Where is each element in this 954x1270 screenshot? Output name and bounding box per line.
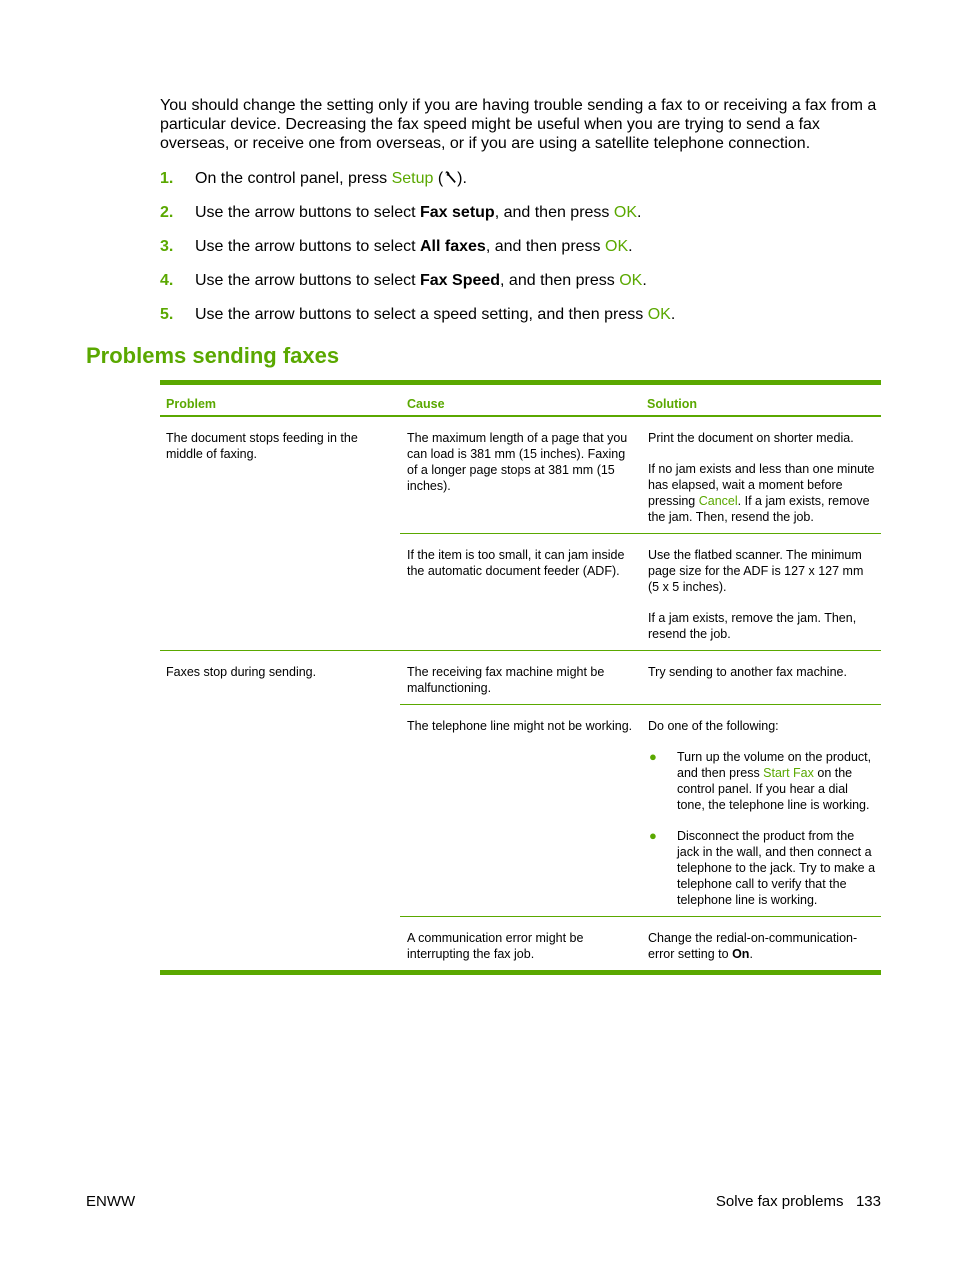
solution-cell [641,705,881,916]
cause-cell: If the item is too small, it can jam inside the automatic document feeder (ADF). [407,548,625,578]
solution-text-post: . [749,947,753,961]
solution-cell [641,417,881,533]
step-text-mid: , and then press [494,204,614,221]
table-row [400,917,881,970]
start-fax-link[interactable]: Start Fax [763,766,814,780]
step-text-post: . [642,272,647,289]
step-text-pre: Use the arrow buttons to select a speed setting, and then press [195,306,648,323]
solution-text [648,930,877,962]
problem-cell: Faxes stop during sending. [166,665,317,679]
ok-link[interactable]: OK [605,238,629,255]
solution-text: Try sending to another fax machine. [648,665,847,679]
step-4 [160,271,884,305]
solution-text-pre: Change the redial-on-communication-error setting to [648,931,858,961]
solution-cell [641,651,881,704]
step-3 [160,237,884,271]
step-text [195,169,467,190]
solution-text: Print the document on shorter media. [648,431,854,445]
step-2 [160,203,884,237]
step-text-post: ). [457,170,467,187]
cause-cell: A communication error might be interrupting the fax job. [407,931,584,961]
step-number: 1. [160,170,174,187]
table-row [400,651,881,705]
solution-text-post: . If a jam exists, remove the jam. Then, resend the job. [648,494,870,524]
steps-list [160,169,884,339]
section-heading: Problems sending faxes [86,343,340,368]
solution-cell [641,534,881,650]
step-text-mid: , and then press [485,238,605,255]
solution-text: Do one of the following: [648,719,779,733]
setup-link[interactable]: Setup [391,170,434,187]
step-text-mid: , and then press [500,272,620,289]
table-row [400,417,881,534]
cancel-link[interactable]: Cancel [698,494,738,508]
list-item-text-pre: Turn up the volume on the product, and then press [677,750,872,780]
footer-left: ENWW [86,1193,136,1210]
menu-item-name: All faxes [420,238,486,255]
intro-paragraph: You should change the setting only if you are having trouble sending a fax to or receiving a fax from a particular device. Decreasing the fax speed might be useful when you are trying to send a fax overseas, or receive one from overseas, or if you are using a satellite telephone connection. [160,97,877,152]
solution-text-pre: If no jam exists and less than one minute has elapsed, wait a moment before pressing [648,462,875,508]
bullet-dot: ● [649,749,657,764]
list-item [648,749,877,813]
table-header-row [160,385,881,417]
menu-item-name: Fax setup [420,204,495,221]
step-text-pre: Use the arrow buttons to select [195,204,420,221]
solution-cell [641,917,881,970]
header-problem: Problem [166,397,217,411]
step-text [195,203,641,222]
bullet-dot: ● [649,828,657,843]
table-row [400,534,881,650]
cause-cell: The maximum length of a page that you can load is 381 mm (15 inches). Faxing of a longer page stops at 381 mm (15 inches). [407,431,628,493]
problem-cell: The document stops feeding in the middle of faxing. [166,431,358,461]
step-text [195,237,633,256]
list-item [648,828,877,908]
step-number: 4. [160,272,174,289]
problem-group-faxes-stop [160,651,881,970]
ok-link[interactable]: OK [647,306,671,323]
solution-text: If a jam exists, remove the jam. Then, resend the job. [648,611,857,641]
bullet-list [648,749,877,908]
list-item-text-post: on the control panel. If you hear a dial tone, the telephone line is working. [677,766,870,812]
step-text-post: . [628,238,633,255]
menu-item-name: Fax Speed [420,272,501,289]
step-text-pre: Use the arrow buttons to select [195,272,420,289]
step-text-post: . [670,306,676,323]
step-number: 5. [160,306,174,323]
step-number: 3. [160,238,174,255]
page-number: 133 [855,1193,881,1210]
header-cause: Cause [407,397,445,411]
solution-text [648,461,877,525]
table-row [400,705,881,917]
ok-link[interactable]: OK [613,204,637,221]
solution-text: Use the flatbed scanner. The minimum page size for the ADF is 127 x 127 mm (5 x 5 inches). [648,548,864,594]
step-text [195,305,675,324]
list-item-text: Disconnect the product from the jack in the wall, and then connect a telephone to the jack. Try to make a telephone call to verify that the telephone line is working. [677,829,876,907]
problems-table [160,380,881,975]
step-number: 2. [160,204,174,221]
paren-open: ( [433,170,444,187]
problem-group-document-stops [160,417,881,651]
step-text-pre: Use the arrow buttons to select [195,238,420,255]
step-1 [160,169,884,203]
step-text [195,271,647,290]
footer-section-title: Solve fax problems [715,1193,844,1210]
step-text-pre: On the control panel, press [195,170,392,187]
step-5 [160,305,884,339]
footer-right [716,1193,881,1211]
ok-link[interactable]: OK [619,272,643,289]
header-solution: Solution [647,397,697,411]
cause-cell: The telephone line might not be working. [407,719,633,733]
setting-value: On [732,947,750,961]
step-text-post: . [637,204,642,221]
wrench-icon [443,170,457,190]
cause-cell: The receiving fax machine might be malfunctioning. [407,665,605,695]
